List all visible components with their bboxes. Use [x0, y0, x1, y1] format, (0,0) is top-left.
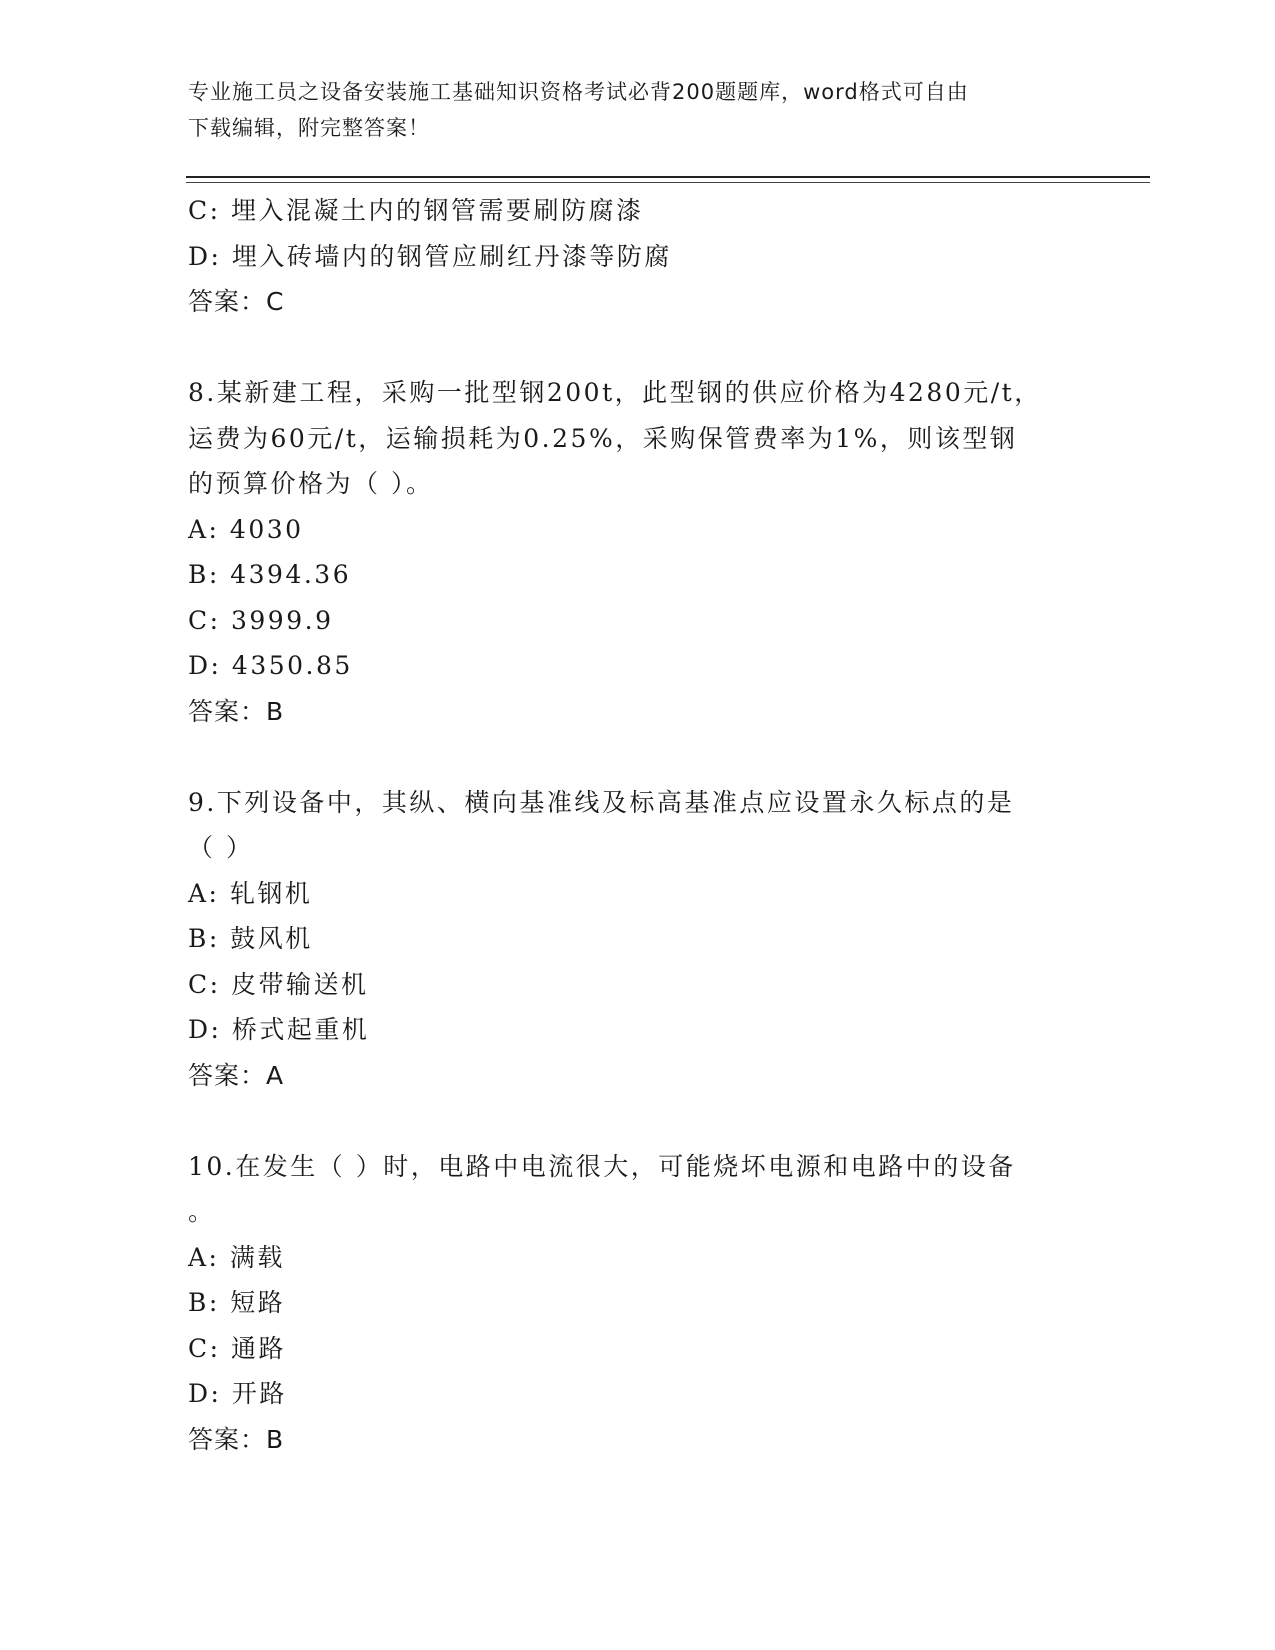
question-block-10	[188, 1144, 1088, 1463]
question-list	[188, 188, 1088, 1462]
option-c: C: 埋入混凝土内的钢管需要刷防腐漆	[188, 196, 644, 225]
option-d: D: 开路	[188, 1379, 287, 1408]
spacer	[188, 734, 1088, 780]
question-text: （ ）	[188, 833, 254, 862]
header-line: 专业施工员之设备安装施工基础知识资格考试必背200题题库，word格式可自由	[188, 80, 969, 104]
header-divider	[186, 182, 1150, 183]
question-text: 运费为60元/t，运输损耗为0.25%，采购保管费率为1%，则该型钢	[188, 423, 1018, 453]
option-d: D: 桥式起重机	[188, 1015, 370, 1044]
answer: 答案：B	[188, 696, 285, 726]
option-a: A: 4030	[188, 514, 304, 544]
answer: 答案：C	[188, 287, 285, 316]
spacer	[188, 1098, 1088, 1144]
header-line: 下载编辑，附完整答案！	[188, 116, 430, 140]
answer: 答案：A	[188, 1060, 285, 1090]
option-c: C: 皮带输送机	[188, 969, 369, 999]
question-block-9	[188, 780, 1088, 1099]
question-block-8	[188, 370, 1088, 734]
option-d: D: 埋入砖墙内的钢管应刷红丹漆等防腐	[188, 241, 672, 271]
document-header	[188, 74, 1068, 146]
header-divider	[186, 176, 1150, 178]
option-a: A: 满载	[188, 1242, 285, 1272]
question-text: 的预算价格为（ ）。	[188, 469, 434, 498]
answer: 答案：B	[188, 1424, 285, 1454]
option-c: C: 通路	[188, 1333, 286, 1363]
option-d: D: 4350.85	[188, 651, 353, 680]
spacer	[188, 325, 1088, 371]
option-b: B: 鼓风机	[188, 924, 313, 953]
question-block-prev	[188, 188, 1088, 325]
question-text: 10.在发生（ ）时，电路中电流很大，可能烧坏电源和电路中的设备	[188, 1151, 1016, 1181]
question-text: 。	[188, 1197, 216, 1226]
option-c: C: 3999.9	[188, 605, 334, 635]
option-b: B: 4394.36	[188, 560, 352, 589]
question-text: 8.某新建工程，采购一批型钢200t，此型钢的供应价格为4280元/t，	[188, 378, 1042, 407]
option-b: B: 短路	[188, 1288, 286, 1317]
question-text: 9.下列设备中，其纵、横向基准线及标高基准点应设置永久标点的是	[188, 787, 1015, 817]
option-a: A: 轧钢机	[188, 878, 313, 908]
